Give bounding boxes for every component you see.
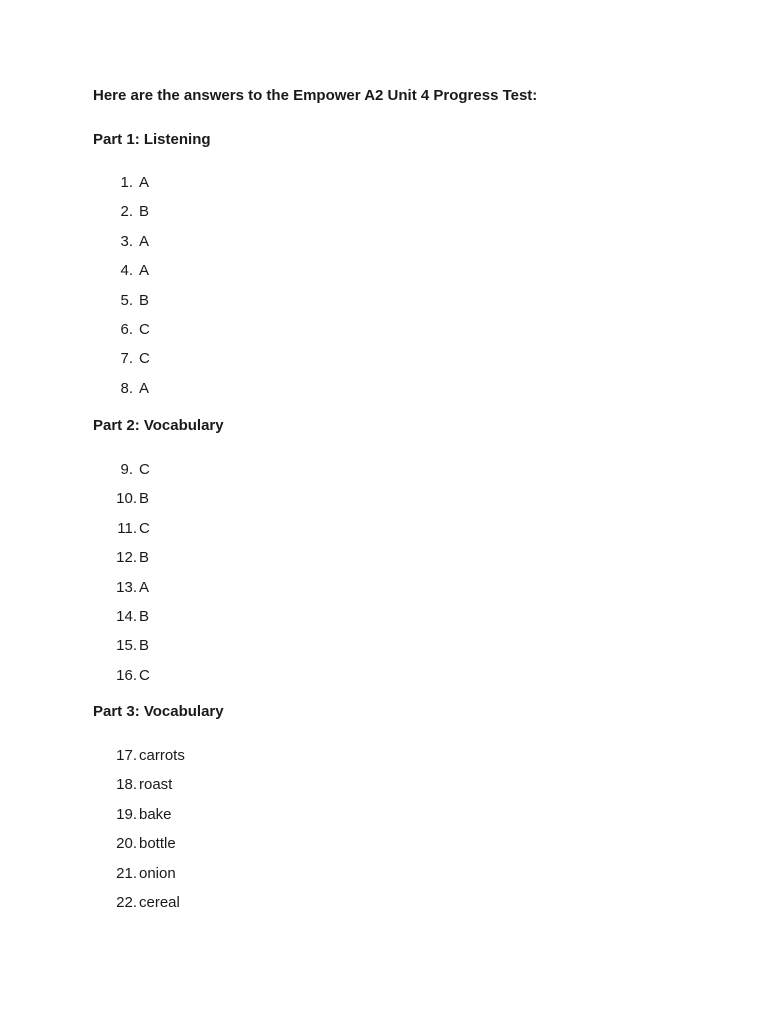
item-answer: A [139, 379, 150, 397]
item-number: 12. [116, 549, 137, 567]
item-answer: roast [139, 776, 173, 794]
item-answer: B [139, 637, 150, 655]
item-number: 5. [120, 291, 133, 309]
item-answer: C [139, 519, 150, 537]
item-answer: C [139, 350, 150, 368]
item-number: 10. [116, 490, 137, 508]
item-answer: cereal [139, 893, 180, 911]
item-number: 1. [120, 174, 133, 191]
item-answer: A [139, 578, 150, 596]
item-number: 20. [116, 835, 137, 853]
item-answer: B [139, 291, 150, 309]
intro-text: Here are the answers to the Empower A2 Unit 4 Progress Test: [93, 87, 538, 104]
item-answer: B [139, 607, 150, 625]
item-answer: bottle [139, 835, 176, 853]
item-number: 11. [117, 519, 137, 537]
item-answer: B [139, 490, 150, 508]
item-number: 8. [120, 379, 133, 397]
item-number: 3. [120, 232, 133, 250]
item-answer: bake [139, 805, 172, 823]
item-answer: A [139, 174, 150, 191]
item-number: 4. [120, 262, 133, 280]
item-answer: onion [139, 864, 176, 882]
item-number: 13. [116, 578, 137, 596]
item-number: 2. [120, 203, 133, 221]
item-number: 16. [116, 666, 137, 684]
section-heading-part-1: Part 1: Listening [93, 131, 211, 148]
item-answer: A [139, 262, 150, 280]
item-answer: B [139, 549, 150, 567]
item-answer: A [139, 232, 150, 250]
item-answer: C [139, 320, 150, 338]
section-heading-part-3: Part 3: Vocabulary [93, 703, 224, 720]
item-number: 15. [116, 637, 137, 655]
item-number: 21. [116, 864, 137, 882]
item-number: 18. [116, 776, 137, 794]
item-answer: C [139, 461, 150, 478]
item-number: 22. [116, 893, 137, 911]
item-number: 7. [120, 350, 133, 368]
item-number: 17. [116, 747, 137, 764]
item-number: 14. [116, 607, 137, 625]
item-number: 19. [116, 805, 137, 823]
item-answer: carrots [139, 747, 185, 764]
item-answer: C [139, 666, 150, 684]
section-heading-part-2: Part 2: Vocabulary [93, 417, 224, 434]
item-answer: B [139, 203, 150, 221]
item-number: 9. [120, 461, 133, 478]
item-number: 6. [120, 320, 133, 338]
